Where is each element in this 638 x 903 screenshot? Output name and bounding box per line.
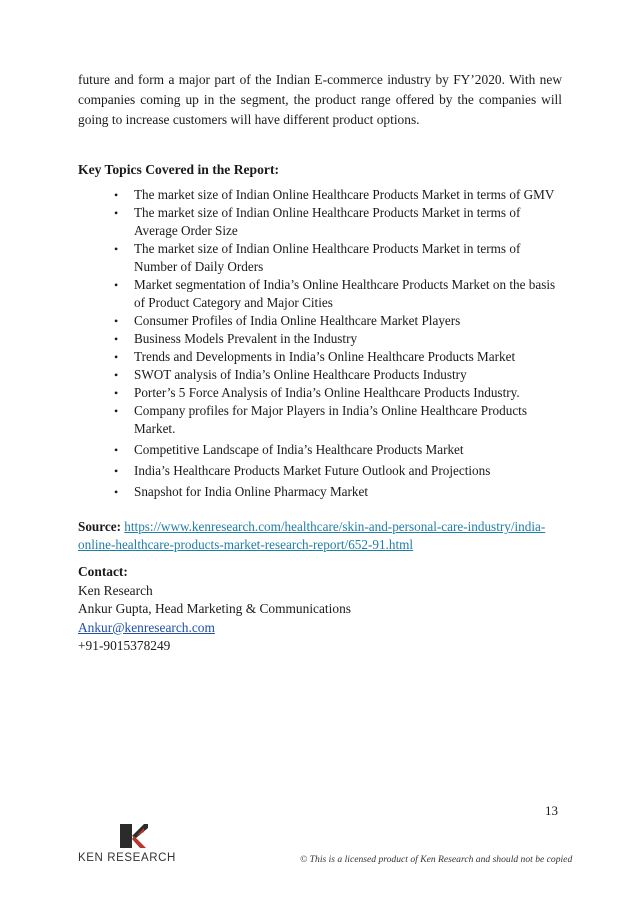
list-item: • Consumer Profiles of India Online Healthcare Market Players [114,313,461,328]
bullet-icon: • [114,350,119,364]
list-item: • Snapshot for India Online Pharmacy Market [114,484,369,499]
key-topics-list [114,186,564,504]
list-item: • The market size of Indian Online Healthcare Products Market in terms of GMV [114,187,555,202]
bullet-icon: • [114,485,119,499]
list-item: • Porter’s 5 Force Analysis of India’s Online Healthcare Products Industry. [114,385,520,400]
source-label: Source: [78,519,121,534]
key-topics-heading: Key Topics Covered in the Report: [78,162,280,177]
bullet-icon: • [114,242,119,256]
list-item: • India’s Healthcare Products Market Future Outlook and Projections [114,463,491,478]
contact-email-link[interactable]: Ankur@kenresearch.com [78,619,215,635]
list-item: • Business Models Prevalent in the Industry [114,331,358,346]
contact-person: Ankur Gupta, Head Marketing & Communications [78,601,351,616]
bullet-icon: • [114,278,119,292]
intro-paragraph: future and form a major part of the Indian E-commerce industry by FY’2020. With new companies coming up in the segment, the product range offered by the companies will going to increase customers will have different product options. [78,72,562,127]
bullet-icon: • [114,464,119,478]
bullet-icon: • [114,206,119,220]
list-item: • The market size of Indian Online Healthcare Products Market in terms of Number of Daily Orders [114,241,521,274]
list-item: • The market size of Indian Online Healthcare Products Market in terms of Average Order Size [114,205,521,238]
bullet-icon: • [114,332,119,346]
page-number: 13 [545,803,558,818]
list-item: • Trends and Developments in India’s Online Healthcare Products Market [114,349,516,364]
source-link[interactable]: https://www.kenresearch.com/healthcare/skin-and-personal-care-industry/india-online-healthcare-products-market-research-report/652-91.html [78,519,546,552]
logo-text: KEN RESEARCH [78,852,176,864]
bullet-icon: • [114,404,119,418]
list-item: • Competitive Landscape of India’s Healthcare Products Market [114,442,464,457]
list-item: • SWOT analysis of India’s Online Healthcare Products Industry [114,367,467,382]
bullet-icon: • [114,368,119,382]
copyright-notice: © This is a licensed product of Ken Research and should not be copied [300,854,573,865]
bullet-icon: • [114,443,119,457]
list-item: • Company profiles for Major Players in India’s Online Healthcare Products Market. [114,403,527,436]
bullet-icon: • [114,314,119,328]
contact-block [78,563,351,656]
bullet-icon: • [114,188,119,202]
contact-phone: +91-9015378249 [78,638,171,653]
source-line [78,518,568,554]
list-item: • Market segmentation of India’s Online Healthcare Products Market on the basis of Product Category and Major Cities [114,277,556,310]
contact-company: Ken Research [78,582,153,598]
bullet-icon: • [114,386,119,400]
contact-title: Contact: [78,564,128,579]
